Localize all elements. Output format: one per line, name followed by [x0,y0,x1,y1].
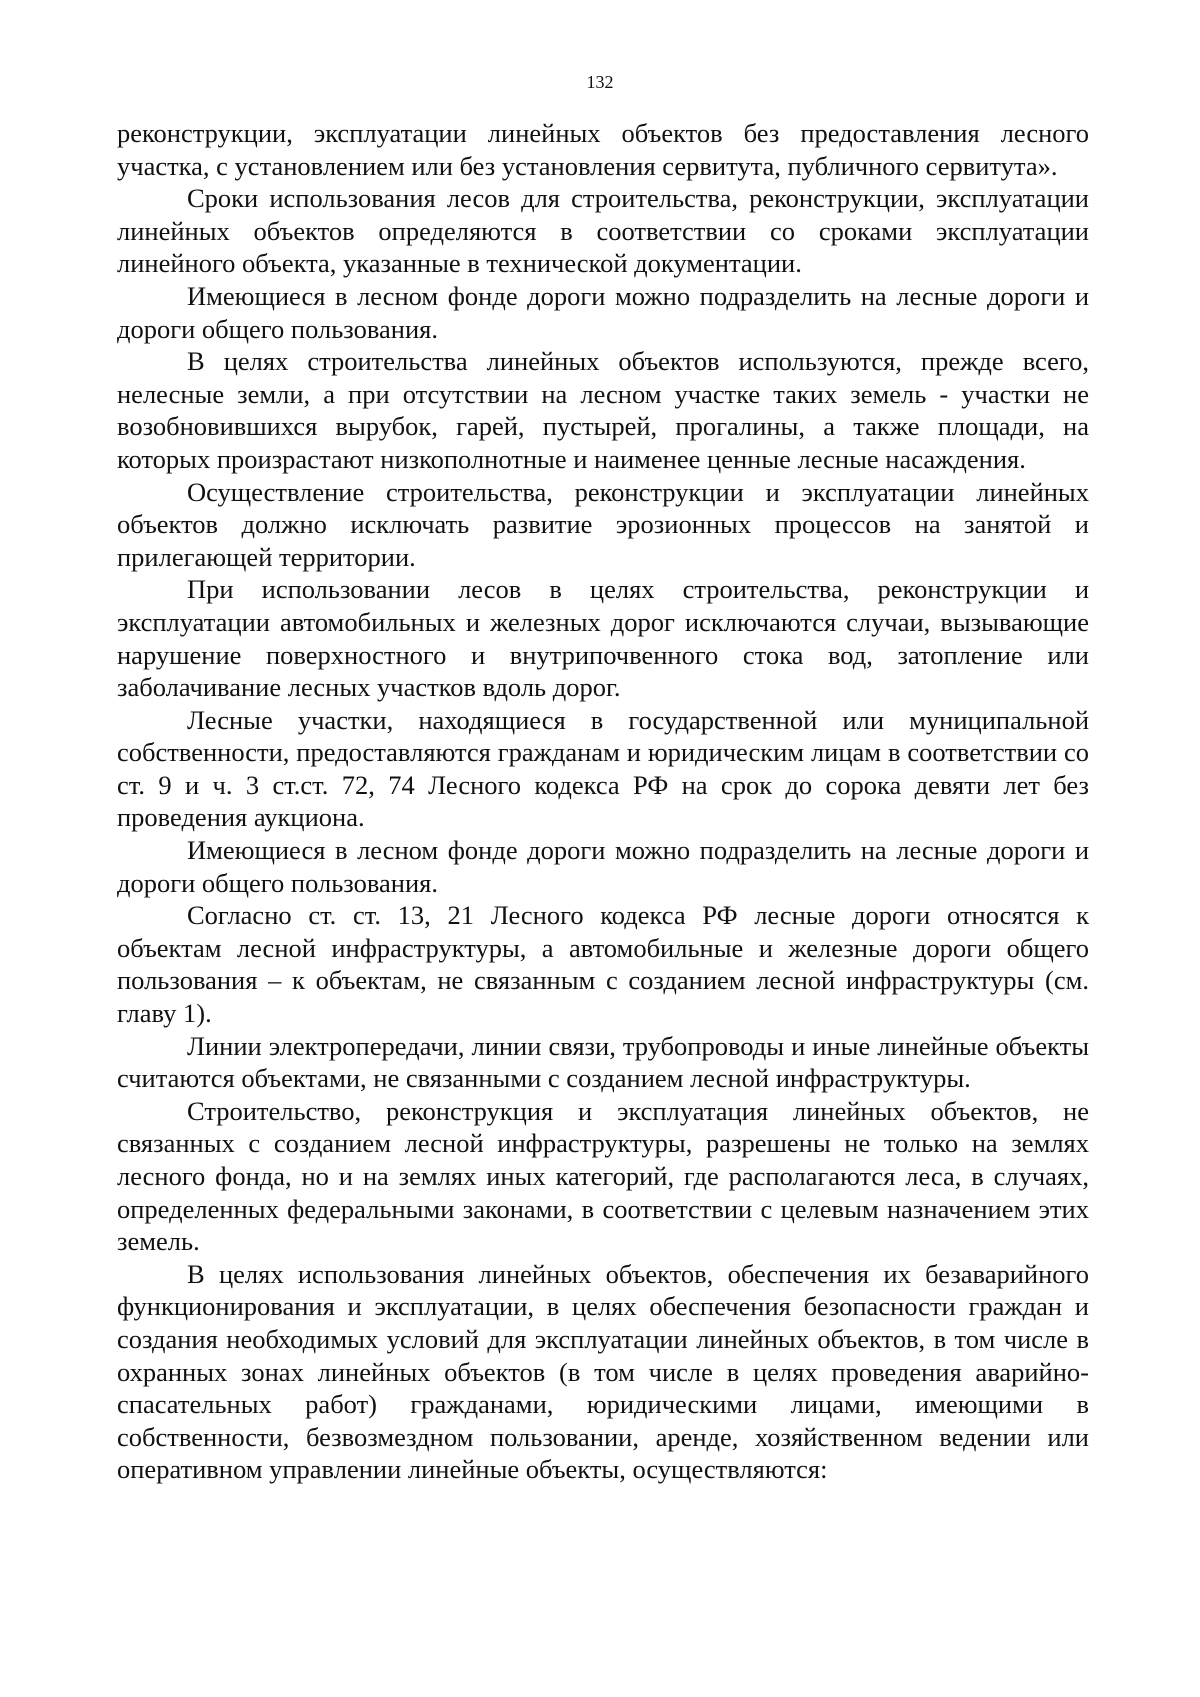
paragraph: Имеющиеся в лесном фонде дороги можно подразделить на лесные дороги и дороги общего пользования. [117,280,1089,344]
paragraph: Сроки использования лесов для строительства, реконструкции, эксплуатации линейных объектов определяются в соответствии со сроками эксплуатации линейного объекта, указанные в технической документации. [117,183,1089,279]
paragraph: Согласно ст. ст. 13, 21 Лесного кодекса РФ лесные дороги относятся к объектам лесной инфраструктуры, а автомобильные и железные дороги общего пользования – к объектам, не связанным с созданием лесной инфраструктуры (см. главу 1). [117,900,1089,1029]
page-number: 132 [586,72,614,92]
body-text [117,117,1089,1486]
paragraph: Лесные участки, находящиеся в государственной или муниципальной собственности, предоставляются гражданам и юридическим лицам в соответствии со ст. 9 и ч. 3 ст.ст. 72, 74 Лесного кодекса РФ на срок до сорока девяти лет без проведения аукциона. [117,704,1089,833]
paragraph: Имеющиеся в лесном фонде дороги можно подразделить на лесные дороги и дороги общего пользования. [117,835,1089,898]
paragraph: реконструкции, эксплуатации линейных объектов без предоставления лесного участка, с установлением или без установления сервитута, публичного сервитута». [117,118,1089,181]
paragraph: Осуществление строительства, реконструкции и эксплуатации линейных объектов должно исключать развитие эрозионных процессов на занятой и прилегающей территории. [117,476,1089,572]
paragraph: Линии электропередачи, линии связи, трубопроводы и иные линейные объекты считаются объектами, не связанными с созданием лесной инфраструктуры. [117,1030,1089,1094]
paragraph: При использовании лесов в целях строительства, реконструкции и эксплуатации автомобильных и железных дорог исключаются случаи, вызывающие нарушение поверхностного и внутрипочвенного стока вод, затопление или заболачивание лесных участков вдоль дорог. [117,574,1089,703]
paragraph: В целях строительства линейных объектов используются, прежде всего, нелесные земли, а при отсутствии на лесном участке таких земель - участки не возобновившихся вырубок, гарей, пустырей, прогалины, а также площади, на которых произрастают низкополнотные и наименее ценные лесные насаждения. [117,346,1089,474]
paragraph: Строительство, реконструкция и эксплуатация линейных объектов, не связанных с созданием лесной инфраструктуры, разрешены не только на землях лесного фонда, но и на землях иных категорий, где располагаются леса, в случаях, определенных федеральными законами, в соответствии с целевым назначением этих земель. [117,1095,1089,1257]
paragraph: В целях использования линейных объектов, обеспечения их безаварийного функционирования и эксплуатации, в целях обеспечения безопасности граждан и создания необходимых условий для эксплуатации линейных объектов, в том числе в охранных зонах линейных объектов (в том числе в целях проведения аварийно-спасательных работ) гражданами, юридическими лицами, имеющими в собственности, безвозмездном пользовании, аренде, хозяйственном ведении или оперативном управлении линейные объекты, осуществляются: [117,1258,1089,1485]
